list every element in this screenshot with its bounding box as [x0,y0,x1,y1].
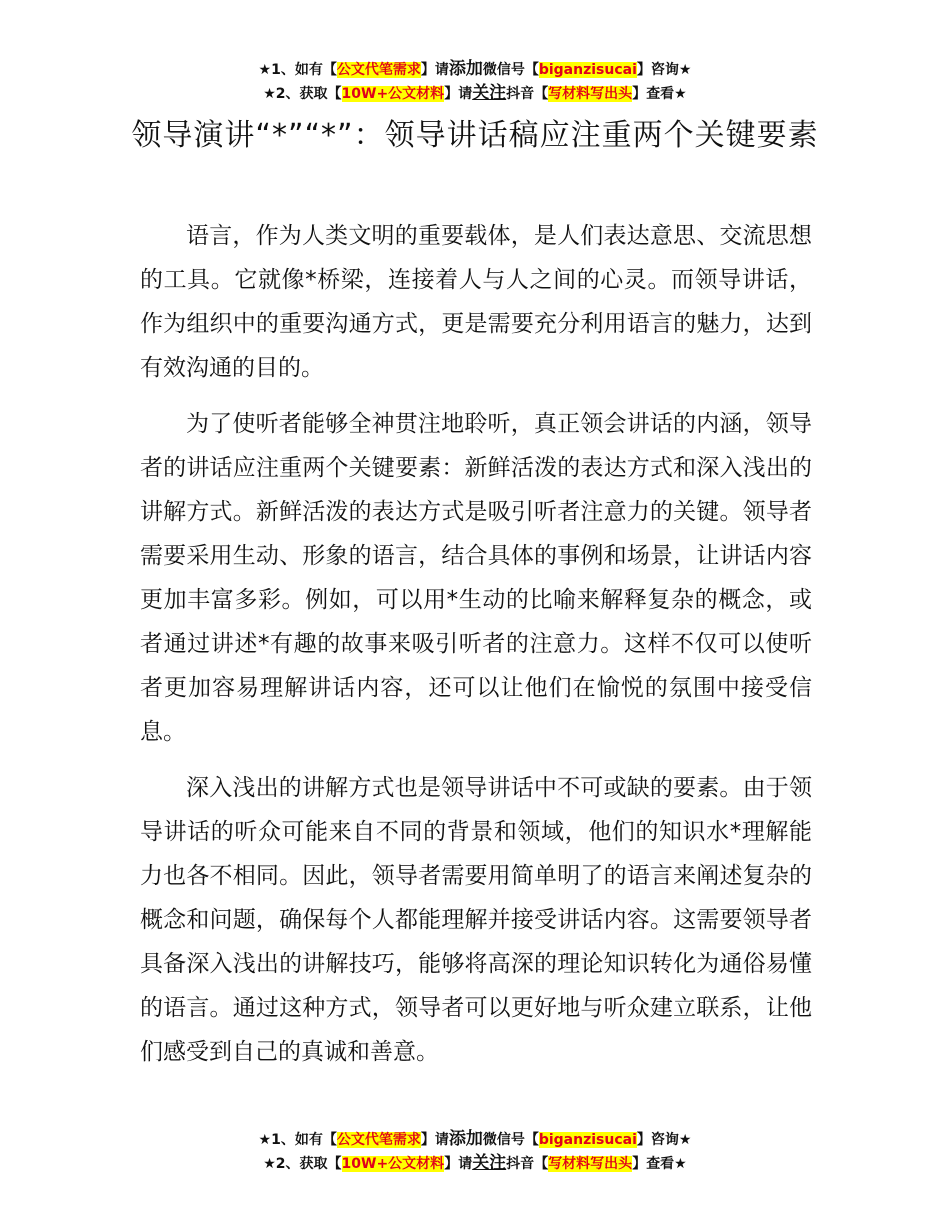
promo-text: ★2、获取 [263,1156,328,1172]
bracket: 】 [444,86,459,102]
bracket: 】 [636,1132,651,1148]
promo-line-1 [0,1128,950,1152]
promo-highlight-materials: 10W+公文材料 [341,1156,445,1172]
bracket: 【 [327,1156,342,1172]
promo-text: ★1、如有 [258,1132,323,1148]
bracket: 【 [322,62,337,78]
bracket: 【 [534,86,549,102]
promo-line-2 [0,1152,950,1176]
footer-promo-banner [0,1128,950,1176]
bracket: 【 [524,1132,539,1148]
promo-text: 请 [458,1156,473,1172]
document-title: 领导演讲“*”“*”：领导讲话稿应注重两个关键要素 [131,118,819,153]
promo-text: 微信号 [482,1132,525,1148]
promo-text: 查看★ [646,1156,687,1172]
promo-text: 微信号 [482,62,525,78]
bracket: 【 [322,1132,337,1148]
promo-highlight-wechat-id: biganzisucai [538,62,637,78]
document-body [140,214,812,1086]
bracket: 】 [632,1156,647,1172]
promo-highlight-service: 公文代笔需求 [336,1132,421,1148]
promo-highlight-service: 公文代笔需求 [336,62,421,78]
paragraph-1: 语言，作为人类文明的重要载体，是人们表达意思、交流思想的工具。它就像*桥梁，连接着人与人之间的心灵。而领导讲话，作为组织中的重要沟通方式，更是需要充分利用语言的魅力，达到有效沟通的目的。 [140,223,812,381]
bracket: 】 [636,62,651,78]
bracket: 【 [524,62,539,78]
promo-emphasis: 关注 [472,83,507,103]
bracket: 】 [632,86,647,102]
promo-text: ★2、获取 [263,86,328,102]
bracket: 】 [420,1132,435,1148]
promo-text: 抖音 [506,1156,535,1172]
promo-emphasis: 添加 [448,1129,483,1149]
promo-text: 请 [434,1132,449,1148]
promo-text: 请 [434,62,449,78]
bracket: 【 [327,86,342,102]
promo-highlight-materials: 10W+公文材料 [341,86,445,102]
paragraph-3: 深入浅出的讲解方式也是领导讲话中不可或缺的要素。由于领导讲话的听众可能来自不同的背景和领域，他们的知识水*理解能力也各不相同。因此，领导者需要用简单明了的语言来阐述复杂的概念和问题，确保每个人都能理解并接受讲话内容。这需要领导者具备深入浅出的讲解技巧，能够将高深的理论知识转化为通俗易懂的语言。通过这种方式，领导者可以更好地与听众建立联系，让他们感受到自己的真诚和善意。 [140,775,812,1065]
header-promo-banner [0,58,950,106]
promo-line-1 [0,58,950,82]
promo-line-2 [0,82,950,106]
paragraph-2: 为了使听者能够全神贯注地聆听，真正领会讲话的内涵，领导者的讲话应注重两个关键要素：新鲜活泼的表达方式和深入浅出的讲解方式。新鲜活泼的表达方式是吸引听者注意力的关键。领导者需要采用生动、形象的语言，结合具体的事例和场景，让讲话内容更加丰富多彩。例如，可以用*生动的比喻来解释复杂的概念，或者通过讲述*有趣的故事来吸引听者的注意力。这样不仅可以使听者更加容易理解讲话内容，还可以让他们在愉悦的氛围中接受信息。 [140,411,812,745]
promo-highlight-douyin: 写材料写出头 [548,86,633,102]
promo-text: 抖音 [506,86,535,102]
promo-text: 请 [458,86,473,102]
promo-emphasis: 关注 [472,1153,507,1173]
promo-text: ★1、如有 [258,62,323,78]
promo-emphasis: 添加 [448,59,483,79]
bracket: 【 [534,1156,549,1172]
promo-highlight-douyin: 写材料写出头 [548,1156,633,1172]
promo-text: 咨询★ [650,1132,692,1148]
promo-highlight-wechat-id: biganzisucai [538,1132,637,1148]
bracket: 】 [444,1156,459,1172]
bracket: 】 [420,62,435,78]
promo-text: 咨询★ [650,62,692,78]
promo-text: 查看★ [646,86,687,102]
